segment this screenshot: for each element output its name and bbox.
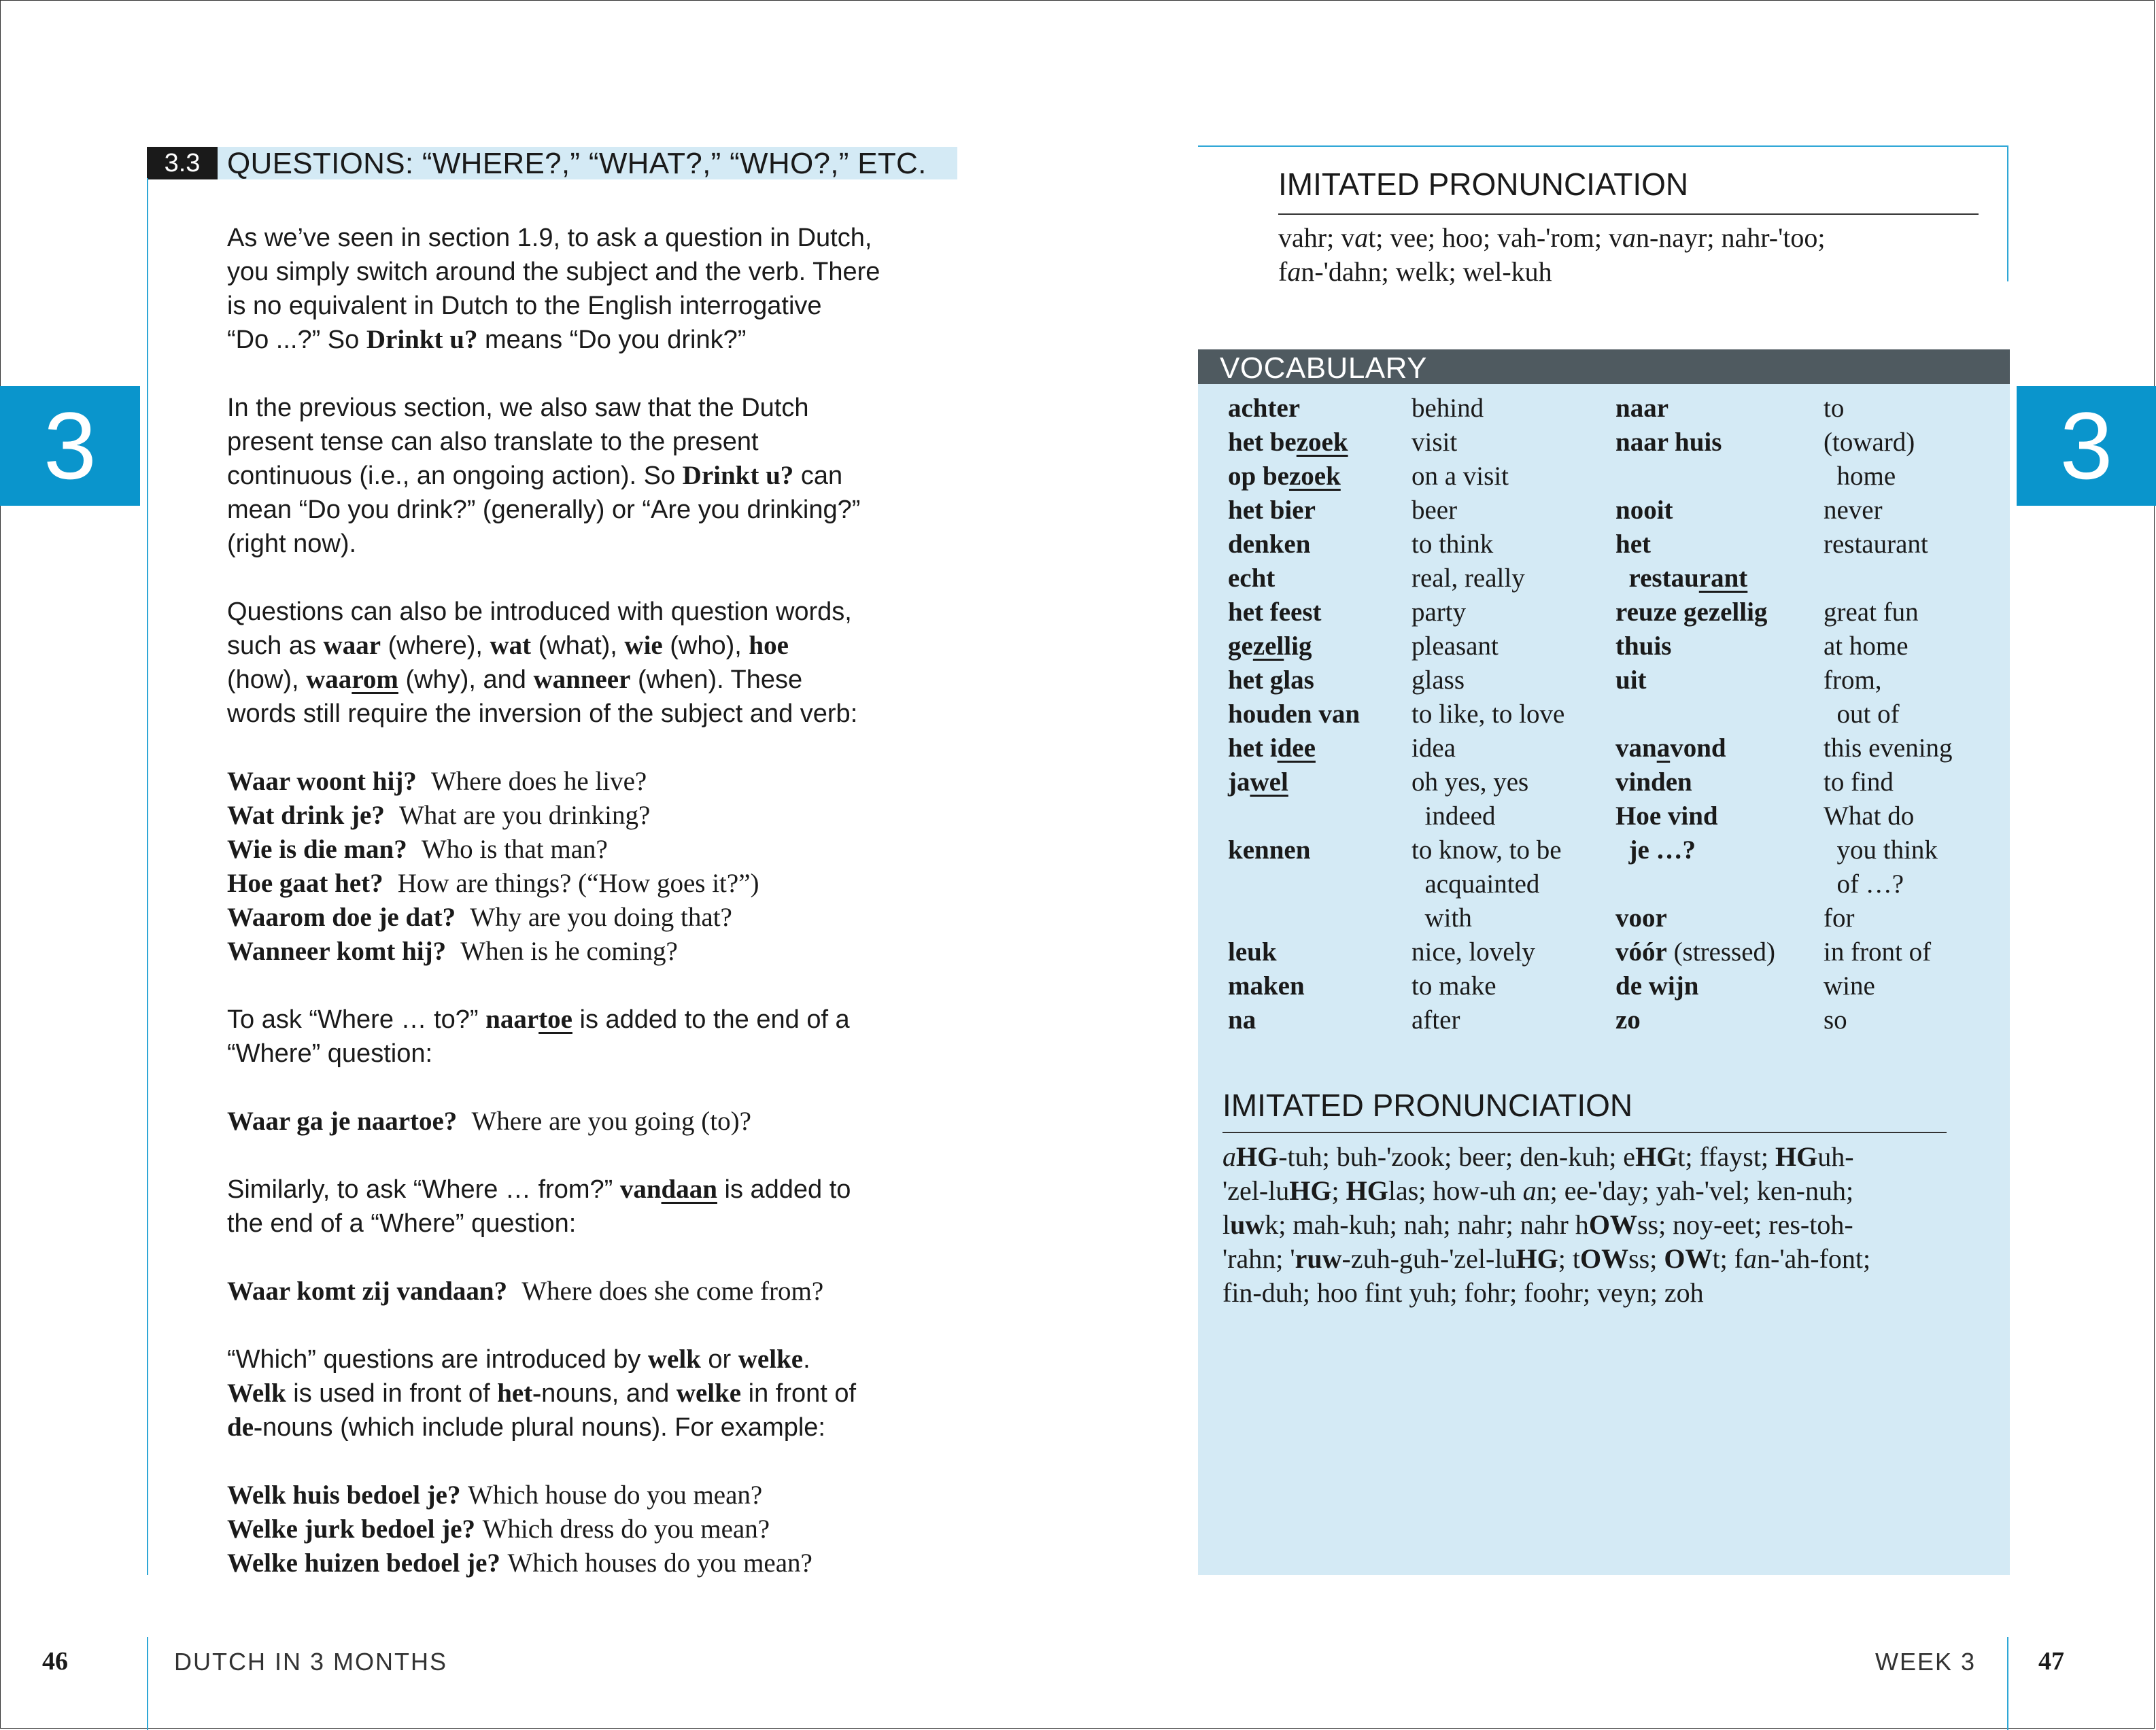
vocab-translation: in front of (1824, 937, 1932, 967)
vocab-term: achter (1228, 394, 1301, 423)
pronunciation-heading: IMITATED PRONUNCIATION (1278, 167, 1689, 202)
text-line: fan-'dahn; welk; wel-kuh (1278, 256, 1552, 287)
text-line: de-nouns (which include plural nouns). For example: (227, 1413, 825, 1442)
vocab-translation: oh yes, yes (1411, 767, 1529, 797)
text-line: present tense can also translate to the present (227, 428, 759, 456)
vocab-translation: with (1411, 903, 1472, 933)
vocab-translation: for (1824, 903, 1855, 933)
dutch-term: wanneer (533, 665, 631, 694)
example-line: Wanneer komt hij? When is he coming? (227, 937, 678, 966)
vocab-translation: home (1824, 462, 1896, 491)
vocab-translation: out of (1824, 699, 1900, 729)
vocab-translation: (toward) (1824, 428, 1915, 457)
vocab-translation: at home (1824, 632, 1909, 661)
vocab-term: Hoe vind (1615, 801, 1718, 831)
example-naartoe (227, 1105, 961, 1139)
text-line: Welk is used in front of het-nouns, and welke in front of (227, 1379, 857, 1408)
vocab-translation: after (1411, 1005, 1460, 1035)
vocab-translation: to like, to love (1411, 699, 1565, 729)
text-line: (how), waarom (why), and wanneer (when). These (227, 665, 803, 694)
paragraph-naartoe (227, 1003, 961, 1071)
text-line: Similarly, to ask “Where … from?” vandaan is added to (227, 1175, 851, 1204)
pronunciation-text (1222, 1140, 1998, 1310)
vocab-term: houden van (1228, 699, 1361, 729)
footer-rule-left (147, 1637, 148, 1730)
pronunciation-box-top-border (1198, 145, 2008, 147)
example-line: Welk huis bedoel je? Which house do you mean? (227, 1481, 763, 1510)
vocab-translation: to think (1411, 530, 1494, 559)
vocab-term: voor (1615, 903, 1667, 933)
text-line: 'rahn; 'ruw-zuh-guh-'zel-luHG; tOWss; OWt; fan-'ah-font; (1222, 1243, 1871, 1274)
text-line: As we’ve seen in section 1.9, to ask a question in Dutch, (227, 224, 872, 252)
dutch-term: waarom (306, 665, 398, 694)
vocab-translation: you think (1824, 835, 1938, 865)
paragraph-vandaan (227, 1173, 961, 1241)
examples-question-words (227, 765, 961, 969)
text-line: (right now). (227, 530, 357, 558)
example-line: Welke jurk bedoel je? Which dress do you mean? (227, 1515, 770, 1544)
vocab-translation: wine (1824, 971, 1875, 1001)
text-line: Questions can also be introduced with question words, (227, 598, 852, 626)
vocab-translation: idea (1411, 733, 1456, 763)
vocab-translation: real, really (1411, 564, 1525, 593)
vocab-translation: visit (1411, 428, 1458, 457)
vocab-term: nooit (1615, 496, 1673, 525)
paragraph-welk (227, 1343, 961, 1444)
examples-welk (227, 1478, 961, 1580)
heading-rule (1278, 213, 1979, 215)
vocab-term: vóór (stressed) (1615, 937, 1776, 967)
dutch-term: wie (624, 631, 663, 660)
vocab-term: vinden (1615, 767, 1692, 797)
vocab-term: leuk (1228, 937, 1277, 967)
vocab-translation: to make (1411, 971, 1496, 1001)
vocab-translation: from, (1824, 665, 1882, 695)
example-line: Waarom doe je dat? Why are you doing that? (227, 903, 732, 932)
example-line: Hoe gaat het? How are things? (“How goes it?”) (227, 869, 759, 898)
vocab-translation: this evening (1824, 733, 1953, 763)
vocab-term: het bier (1228, 496, 1316, 525)
vocab-term: thuis (1615, 632, 1672, 661)
text-line: luwk; mah-kuh; nah; nahr; nahr hOWss; noy-eet; res-toh- (1222, 1209, 1853, 1240)
chapter-tab-right: 3 (2017, 386, 2156, 506)
text-line: such as waar (where), wat (what), wie (who), hoe (227, 631, 789, 660)
text-line: is no equivalent in Dutch to the English interrogative (227, 292, 822, 320)
text-line: “Do ...?” So Drinkt u? means “Do you drink?” (227, 325, 747, 354)
stressed-syllable: zel (1252, 632, 1284, 661)
vocab-translation: party (1411, 598, 1467, 627)
dutch-term: vandaan (619, 1175, 717, 1204)
vocab-term: naar huis (1615, 428, 1722, 457)
vocab-translation: acquainted (1411, 869, 1540, 899)
vocab-term: vanavond (1615, 733, 1726, 763)
chapter-tab-left: 3 (0, 386, 140, 506)
vocab-term: gezellig (1228, 632, 1312, 661)
vocab-term: de wijn (1615, 971, 1699, 1001)
stressed-syllable: toe (538, 1005, 572, 1034)
example-line: Wat drink je? What are you drinking? (227, 801, 651, 830)
pronunciation-box-right-border (2007, 145, 2008, 281)
stressed-syllable: a (1656, 733, 1671, 763)
vocab-term: restaurant (1615, 564, 1748, 593)
vocab-translation: on a visit (1411, 462, 1509, 491)
text-line: continuous (i.e., an ongoing action). So Drinkt u? can (227, 461, 843, 490)
text-line: “Which” questions are introduced by welk or welke. (227, 1345, 810, 1374)
stressed-syllable: zoek (1288, 462, 1341, 491)
vocab-term: het glas (1228, 665, 1314, 695)
text-line: aHG-tuh; buh-'zook; beer; den-kuh; eHGt; ffayst; HGuh- (1222, 1141, 1854, 1172)
vocab-translation: so (1824, 1005, 1847, 1035)
section-header (147, 147, 957, 179)
vocab-term: na (1228, 1005, 1256, 1035)
vocab-translation: of …? (1824, 869, 1904, 899)
page-number-right: 47 (2038, 1647, 2064, 1676)
dutch-term: Drinkt u? (682, 461, 794, 490)
stressed-syllable: daan (661, 1175, 717, 1204)
example-line: Waar komt zij vandaan? Where does she come from? (227, 1277, 824, 1306)
text-line: the end of a “Where” question: (227, 1209, 577, 1238)
dutch-term: hoe (749, 631, 789, 660)
dutch-term: naartoe (485, 1005, 572, 1034)
vocab-translation: What do (1824, 801, 1915, 831)
vocab-term: echt (1228, 564, 1276, 593)
left-margin-rule (147, 178, 148, 1575)
vocab-translation: great fun (1824, 598, 1919, 627)
vocab-term: denken (1228, 530, 1311, 559)
dutch-term: Drinkt u? (366, 325, 478, 354)
lesson-text (227, 221, 961, 1614)
stressed-syllable: rom (352, 665, 398, 694)
dutch-term: waar (323, 631, 381, 660)
vocab-translation: pleasant (1411, 632, 1499, 661)
section-title: QUESTIONS: “WHERE?,” “WHAT?,” “WHO?,” ETC. (227, 147, 927, 180)
vocab-translation: to find (1824, 767, 1894, 797)
example-vandaan (227, 1275, 961, 1309)
page-number-left: 46 (42, 1647, 68, 1676)
text-line: you simply switch around the subject and the verb. There (227, 258, 880, 286)
vocab-term: kennen (1228, 835, 1311, 865)
vocab-translation: restaurant (1824, 530, 1928, 559)
vocabulary-title: VOCABULARY (1220, 351, 1427, 385)
week-label: WEEK 3 (1875, 1648, 1977, 1676)
text-line: To ask “Where … to?” naartoe is added to the end of a (227, 1005, 850, 1034)
pronunciation-text (1278, 221, 1999, 289)
vocab-translation: never (1824, 496, 1883, 525)
vocab-term: het feest (1228, 598, 1322, 627)
section-number: 3.3 (147, 147, 218, 179)
text-line: “Where” question: (227, 1039, 433, 1068)
vocab-term: jawel (1228, 767, 1288, 797)
vocab-translation: behind (1411, 394, 1484, 423)
pronunciation-heading: IMITATED PRONUNCIATION (1222, 1088, 1633, 1123)
example-line: Welke huizen bedoel je? Which houses do you mean? (227, 1549, 812, 1578)
vocab-term: reuze gezellig (1615, 598, 1768, 627)
vocab-term: het bezoek (1228, 428, 1348, 457)
paragraph-3 (227, 595, 961, 731)
heading-rule (1222, 1132, 1947, 1133)
vocab-translation: nice, lovely (1411, 937, 1535, 967)
book-title: DUTCH IN 3 MONTHS (174, 1648, 447, 1676)
vocab-term: op bezoek (1228, 462, 1341, 491)
stressed-syllable: zoek (1296, 428, 1348, 457)
paragraph-2 (227, 391, 961, 561)
vocab-term: het (1615, 530, 1651, 559)
vocab-term: naar (1615, 394, 1669, 423)
stressed-syllable: wel (1250, 767, 1288, 797)
vocab-translation: to know, to be (1411, 835, 1562, 865)
example-line: Waar woont hij? Where does he live? (227, 767, 647, 796)
footer-rule-right (2007, 1637, 2008, 1730)
vocab-term: zo (1615, 1005, 1641, 1035)
text-line: In the previous section, we also saw that the Dutch (227, 394, 809, 422)
paragraph-1 (227, 221, 961, 357)
vocab-term: het idee (1228, 733, 1316, 763)
dutch-term: wat (490, 631, 532, 660)
vocab-term: je …? (1615, 835, 1696, 865)
vocab-translation: glass (1411, 665, 1465, 695)
text-line: fin-duh; hoo fint yuh; fohr; foohr; veyn; zoh (1222, 1277, 1704, 1308)
vocab-term: uit (1615, 665, 1647, 695)
vocab-term: maken (1228, 971, 1305, 1001)
text-line: vahr; vat; vee; hoo; vah-'rom; van-nayr; nahr-'too; (1278, 222, 1826, 253)
vocab-translation: beer (1411, 496, 1458, 525)
text-line: 'zel-luHG; HGlas; how-uh an; ee-'day; yah-'vel; ken-nuh; (1222, 1175, 1854, 1206)
text-line: mean “Do you drink?” (generally) or “Are you drinking?” (227, 496, 861, 524)
example-line: Wie is die man? Who is that man? (227, 835, 608, 864)
vocab-translation: indeed (1411, 801, 1496, 831)
example-line: Waar ga je naartoe? Where are you going (to)? (227, 1107, 751, 1136)
text-line: words still require the inversion of the subject and verb: (227, 699, 858, 728)
stressed-syllable: rant (1698, 564, 1748, 593)
vocab-translation: to (1824, 394, 1845, 423)
stressed-syllable: dee (1277, 733, 1316, 763)
